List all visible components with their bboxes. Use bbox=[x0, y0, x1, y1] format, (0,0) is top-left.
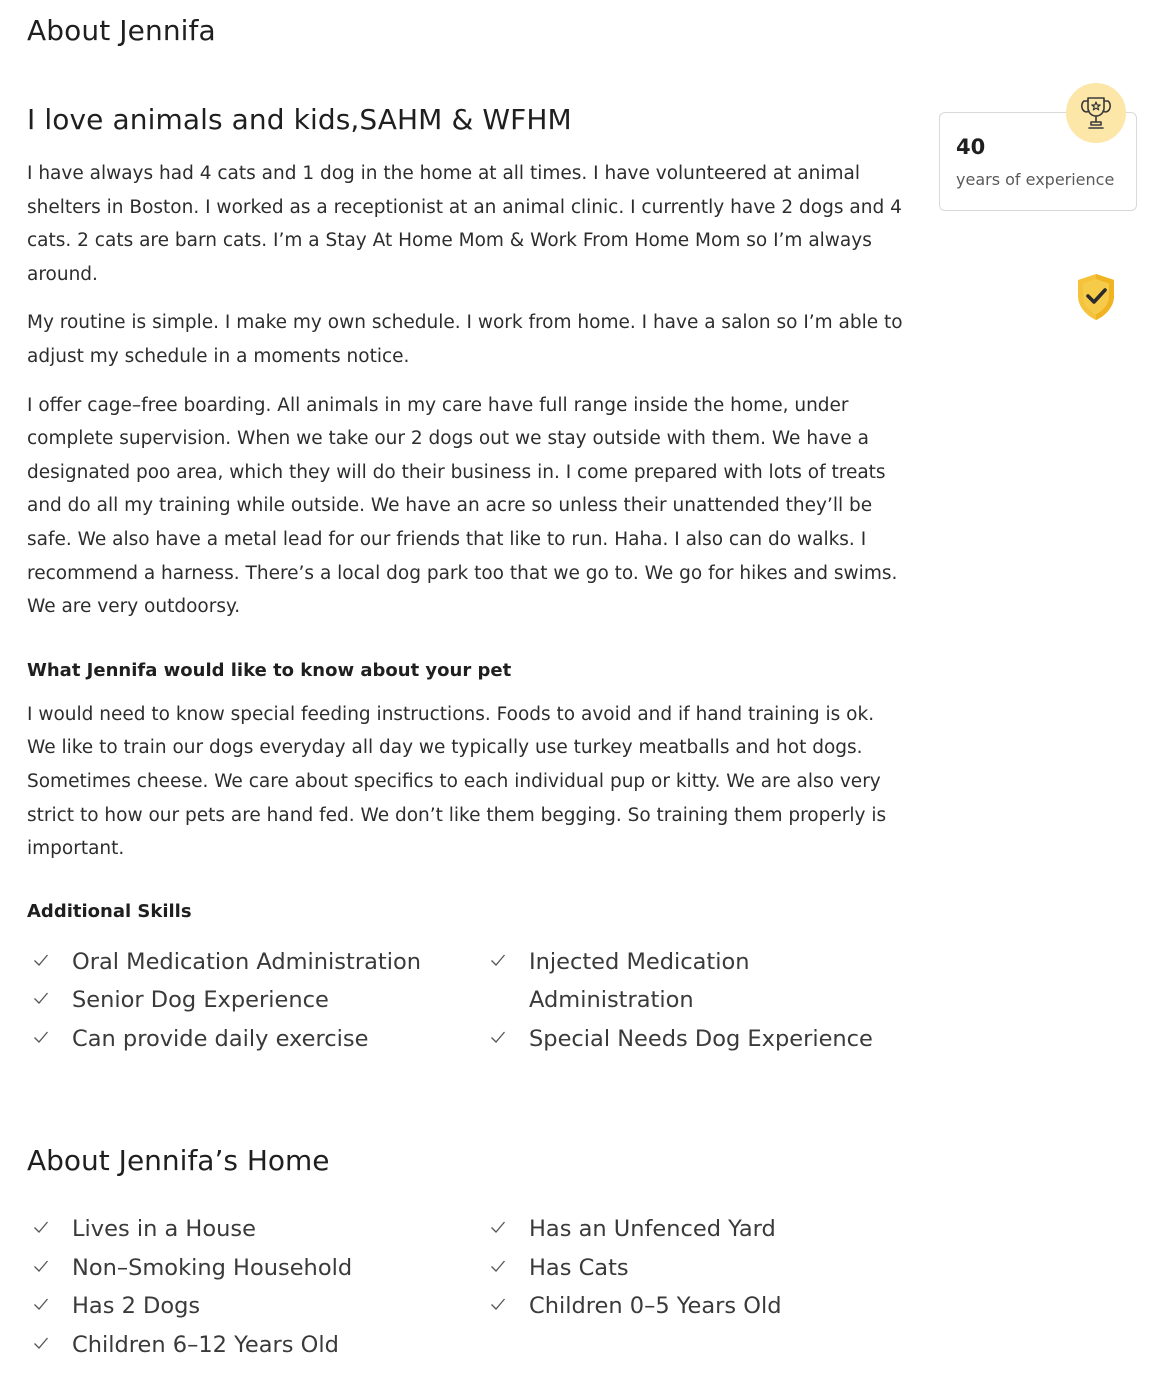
experience-years: 40 bbox=[956, 135, 986, 159]
trophy-badge bbox=[1066, 83, 1126, 143]
bio-paragraph: I have always had 4 cats and 1 dog in the home at all times. I have volunteered at animal shelters in Boston. I worked as a receptionist at an animal clinic. I currently have 2 dogs and 4 cats. 2 cats are barn cats. I’m a Stay At Home Mom & Work From Home Mom so I’m always around. bbox=[27, 163, 902, 285]
skill-item: Injected Medication Administration bbox=[484, 943, 904, 1020]
home-item: Children 6–12 Years Old bbox=[27, 1326, 484, 1365]
home-item: Has an Unfenced Yard bbox=[484, 1210, 904, 1249]
checkmark-icon bbox=[490, 1296, 506, 1312]
checkmark-icon bbox=[490, 1258, 506, 1274]
trophy-icon bbox=[1079, 94, 1113, 132]
bio-paragraph: My routine is simple. I make my own schedule. I work from home. I have a salon so I’m able to adjust my schedule in a moments notice. bbox=[27, 312, 903, 367]
main-content bbox=[27, 100, 907, 1364]
skills-list bbox=[27, 943, 907, 1059]
checkmark-icon bbox=[490, 1029, 506, 1045]
skill-item: Special Needs Dog Experience bbox=[484, 1020, 904, 1059]
home-item: Has Cats bbox=[484, 1249, 904, 1288]
home-item: Non–Smoking Household bbox=[27, 1249, 484, 1288]
checkmark-icon bbox=[490, 952, 506, 968]
shield-check-icon bbox=[1074, 272, 1118, 322]
skill-item: Can provide daily exercise bbox=[27, 1020, 484, 1059]
home-list bbox=[27, 1210, 907, 1364]
home-item: Has 2 Dogs bbox=[27, 1287, 484, 1326]
skills-column-right bbox=[484, 943, 904, 1059]
checkmark-icon bbox=[33, 952, 49, 968]
checkmark-icon bbox=[33, 1219, 49, 1235]
checkmark-icon bbox=[33, 990, 49, 1006]
home-column-right bbox=[484, 1210, 904, 1364]
checkmark-icon bbox=[490, 1219, 506, 1235]
pet-info-text: I would need to know special feeding instructions. Foods to avoid and if hand training is ok. We like to train our dogs everyday all day we typically use turkey meatballs and hot dogs. Sometimes cheese. We care about specifics to each individual pup or kitty. We are also very strict to how our pets are hand fed. We don’t like them begging. So training them properly is important. bbox=[27, 703, 887, 860]
home-title: About Jennifa’s Home bbox=[27, 1144, 330, 1178]
bio-paragraph: I offer cage–free boarding. All animals in my care have full range inside the home, under complete supervision. When we take our 2 dogs out we stay outside with them. We have a designated poo area, which they will do their business in. I come prepared with lots of treats and do all my training while outside. We have an acre so unless their unattended they’ll be safe. We also have a metal lead for our friends that like to run. Haha. I also can do walks. I recommend a harness. There’s a local dog park too that we go to. We go for hikes and swims. We are very outdoorsy. bbox=[27, 394, 898, 618]
skills-column-left bbox=[27, 943, 484, 1059]
about-title: About Jennifa bbox=[27, 14, 216, 47]
profile-headline: I love animals and kids,SAHM & WFHM bbox=[27, 103, 572, 136]
skill-item: Oral Medication Administration bbox=[27, 943, 484, 982]
home-column-left bbox=[27, 1210, 484, 1364]
skill-item: Senior Dog Experience bbox=[27, 981, 484, 1020]
home-item: Lives in a House bbox=[27, 1210, 484, 1249]
home-item: Children 0–5 Years Old bbox=[484, 1287, 904, 1326]
experience-label: years of experience bbox=[956, 170, 1115, 189]
checkmark-icon bbox=[33, 1029, 49, 1045]
checkmark-icon bbox=[33, 1296, 49, 1312]
checkmark-icon bbox=[33, 1335, 49, 1351]
checkmark-icon bbox=[33, 1258, 49, 1274]
skills-heading: Additional Skills bbox=[27, 900, 192, 922]
pet-info-heading: What Jennifa would like to know about your pet bbox=[27, 659, 512, 681]
